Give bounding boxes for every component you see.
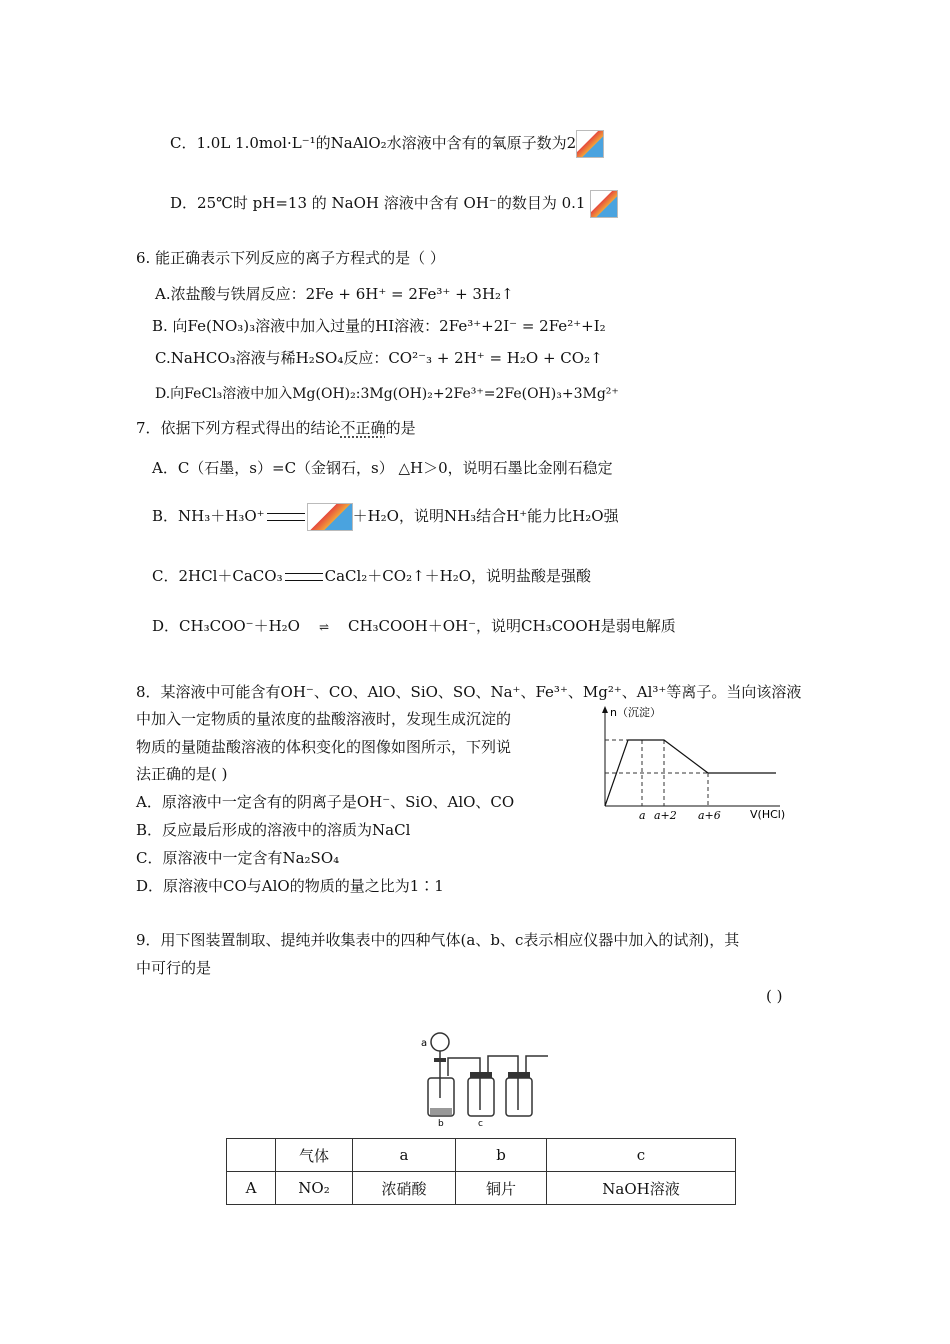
stopcock <box>434 1058 446 1062</box>
q7-option-c: C．2HCl＋CaCO₃ CaCl₂＋CO₂↑＋H₂O，说明盐酸是强酸 <box>152 567 592 585</box>
collection-bottle <box>506 1078 532 1116</box>
equals-sign <box>285 573 323 581</box>
q6-option-a: A.浓盐酸与铁屑反应：2Fe + 6H⁺ = 2Fe³⁺ + 3H₂↑ <box>155 285 514 303</box>
q6-option-b: B. 向Fe(NO₃)₃溶液中加入过量的HI溶液：2Fe³⁺+2I⁻ = 2Fe²⁺+I₂ <box>152 317 606 335</box>
table-header-cell <box>227 1139 276 1172</box>
gas-table <box>226 1138 736 1205</box>
table-header-cell: b <box>456 1139 547 1172</box>
q6-stem: 6. 能正确表示下列反应的离子方程式的是（ ） <box>136 249 445 267</box>
y-axis-arrow-icon <box>602 706 608 713</box>
q6-option-c: C.NaHCO₃溶液与稀H₂SO₄反应：CO²⁻₃ + 2H⁺ = H₂O + CO₂↑ <box>155 349 603 367</box>
table-cell: 铜片 <box>456 1172 547 1205</box>
reagent-b <box>430 1108 452 1115</box>
table-header-cell: 气体 <box>276 1139 353 1172</box>
q7-option-a: A．C（石墨，s）=C（金钢石，s） △H＞0，说明石墨比金刚石稳定 <box>152 459 613 477</box>
q9-line-2: 中可行的是 <box>136 959 212 977</box>
broken-image-icon <box>307 503 353 531</box>
q8-line-4: 法正确的是( ) <box>136 765 228 783</box>
wash-bottle <box>468 1078 494 1116</box>
separatory-funnel <box>431 1033 449 1051</box>
connecting-tube <box>448 1058 480 1110</box>
q7-option-d: D．CH₃COO⁻＋H₂O ⇌ CH₃COOH＋OH⁻，说明CH₃COOH是弱电解质 <box>152 617 676 635</box>
q8-option-d: D．原溶液中CO与AlO的物质的量之比为1∶1 <box>136 877 444 895</box>
tick-label: a+6 <box>698 809 721 822</box>
label-b: b <box>438 1119 444 1128</box>
table-cell: 浓硝酸 <box>353 1172 456 1205</box>
q9-line-1: 9．用下图装置制取、提纯并收集表中的四种气体(a、b、c表示相应仪器中加入的试剂)，其 <box>136 931 740 949</box>
q8-line-2: 中加入一定物质的量浓度的盐酸溶液时，发现生成沉淀的 <box>136 710 512 728</box>
q8-option-b: B．反应最后形成的溶液中的溶质为NaCl <box>136 821 411 839</box>
connecting-tube <box>488 1056 518 1110</box>
q8-line-3: 物质的量随盐酸溶液的体积变化的图像如图所示，下列说 <box>136 738 512 756</box>
q7-option-b: B．NH₃＋H₃O⁺ ＋H₂O，说明NH₃结合H⁺能力比H₂O强 <box>152 503 619 531</box>
emphasis-dots: 不正确 <box>340 419 386 437</box>
broken-image-icon <box>576 130 604 158</box>
equilibrium-sign <box>267 513 305 521</box>
q8-line-1: 8．某溶液中可能含有OH⁻、CO、AlO、SiO、SO、Na⁺、Fe³⁺、Mg²⁺、Al³⁺等离子。当向该溶液 <box>136 683 802 701</box>
q7-stem: 7．依据下列方程式得出的结论不正确的是 <box>136 419 416 437</box>
q5-option-d: D．25℃时 pH=13 的 NaOH 溶液中含有 OH⁻的数目为 0.1 <box>170 190 618 218</box>
table-row <box>227 1172 736 1205</box>
precipitate-graph <box>580 700 800 825</box>
gas-apparatus-diagram <box>418 1028 568 1128</box>
table-header-cell: c <box>547 1139 736 1172</box>
tick-label: a+2 <box>654 809 677 822</box>
reversible-arrow-icon: ⇌ <box>318 620 330 634</box>
table-cell: NO₂ <box>276 1172 353 1205</box>
tick-label: a <box>639 809 646 822</box>
q5-option-c: C．1.0L 1.0mol·L⁻¹的NaAlO₂水溶液中含有的氧原子数为2 <box>170 130 604 158</box>
label-c: c <box>478 1119 483 1128</box>
q8-option-a: A．原溶液中一定含有的阴离子是OH⁻、SiO、AlO、CO <box>136 793 515 811</box>
table-cell: NaOH溶液 <box>547 1172 736 1205</box>
bottle-stopper <box>470 1072 492 1078</box>
q6-option-d: D.向FeCl₃溶液中加入Mg(OH)₂:3Mg(OH)₂+2Fe³⁺=2Fe(OH)₃+3Mg²⁺ <box>155 386 619 402</box>
table-header-row <box>227 1139 736 1172</box>
y-axis-label: n（沉淀） <box>610 706 661 719</box>
broken-image-icon <box>590 190 618 218</box>
answer-paren: ( ) <box>766 987 783 1005</box>
x-axis-label: V(HCl) <box>750 808 786 821</box>
label-a: a <box>421 1038 428 1049</box>
table-cell: A <box>227 1172 276 1205</box>
bottle-stopper <box>508 1072 530 1078</box>
q8-option-c: C．原溶液中一定含有Na₂SO₄ <box>136 849 340 867</box>
table-header-cell: a <box>353 1139 456 1172</box>
